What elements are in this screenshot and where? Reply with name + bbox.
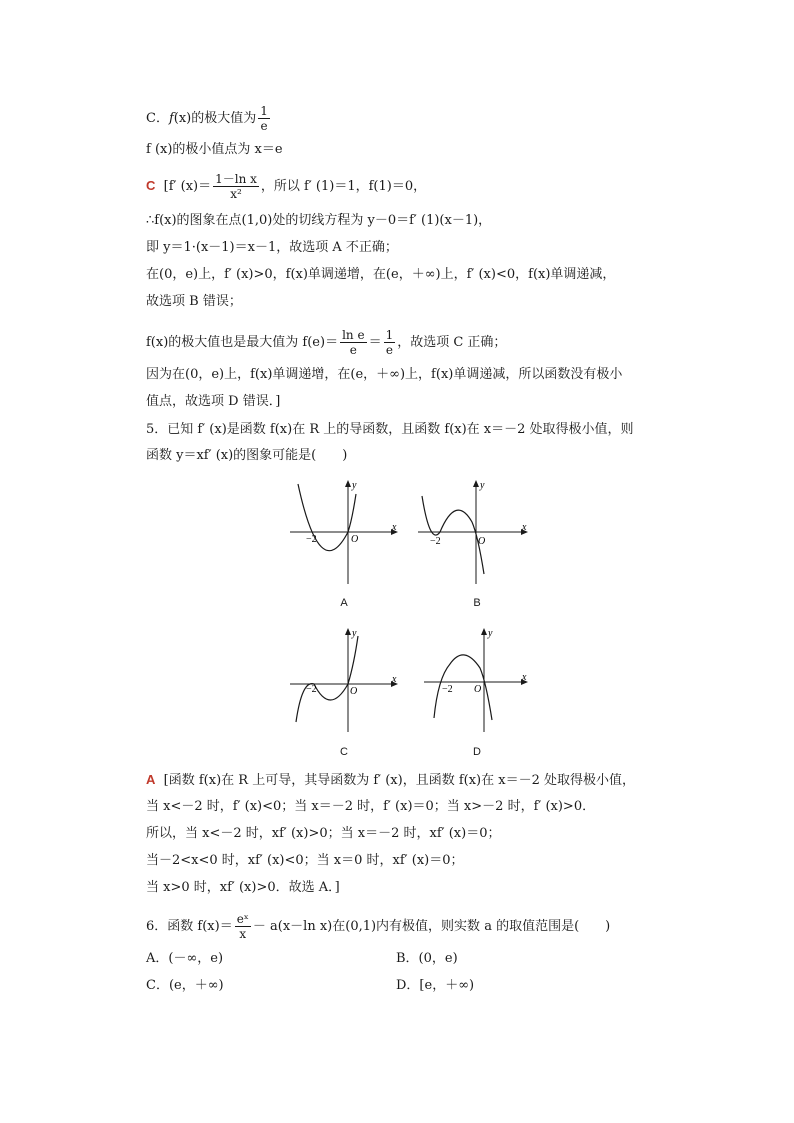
fraction — [235, 912, 251, 941]
fraction — [384, 328, 396, 357]
graph-d-label: D — [473, 746, 481, 758]
option-c-fx: f — [168, 111, 174, 126]
curve — [296, 636, 358, 722]
y-label: y — [352, 628, 357, 639]
y-label: y — [488, 628, 493, 639]
fraction-den: e — [385, 343, 393, 357]
curve — [422, 496, 484, 574]
graph-d — [424, 624, 536, 736]
answer4-line2: ∴f(x)的图象在点(1,0)处的切线方程为 y－0＝f′ (1)(x－1)， — [146, 213, 492, 228]
answer5-line5: 当 x>0 时，xf′ (x)>0．故选 A．] — [146, 880, 340, 895]
option-d: f (x)的极小值点为 x＝e — [146, 142, 283, 157]
q6-option-b: B．(0，e) — [396, 951, 458, 966]
answer4-text: ＝ — [368, 335, 382, 350]
q6-text: － a(x－ln x)在(0,1)内有极值，则实数 a 的取值范围是( ) — [252, 919, 611, 934]
y-axis-arrow — [473, 480, 479, 487]
fraction-den: e — [349, 343, 357, 357]
answer4-line8: 值点，故选项 D 错误．] — [146, 394, 281, 409]
answer-letter: C — [146, 178, 156, 193]
y-axis-arrow — [345, 628, 351, 635]
q6-option-a: A．(－∞，e) — [146, 951, 224, 966]
answer4-line3: 即 y＝1·(x－1)＝x－1，故选项 A 不正确； — [146, 240, 398, 255]
fraction — [340, 328, 366, 357]
answer5-text: [函数 f(x)在 R 上可导，其导函数为 f′ (x)，且函数 f(x)在 x＝－2 处取得极小值， — [163, 773, 635, 788]
graph-c-label: C — [340, 746, 348, 758]
fraction-den: x — [239, 927, 247, 941]
neg2-label: −2 — [306, 684, 317, 695]
answer5-line1 — [146, 770, 635, 791]
origin-label: O — [350, 686, 358, 697]
y-axis-arrow — [345, 480, 351, 487]
answer5-line2: 当 x<－2 时，f′ (x)<0；当 x＝－2 时，f′ (x)＝0；当 x>－2 时，f′ (x)>0． — [146, 799, 596, 814]
fraction-num: 1 — [260, 104, 268, 118]
q6-stem — [146, 912, 610, 941]
answer4-text: f(x)的极大值也是最大值为 f(e)＝ — [146, 335, 339, 350]
fraction-num: ln e — [342, 328, 365, 342]
fraction — [213, 172, 259, 201]
answer4-text: ，所以 f′ (1)＝1，f(1)＝0， — [260, 179, 427, 194]
q6-option-d: D．[e，＋∞) — [396, 978, 475, 993]
answer-letter: A — [146, 772, 156, 787]
answer4-line7: 因为在(0，e)上，f(x)单调递增，在(e，＋∞)上，f(x)单调递减，所以函数没有极小 — [146, 367, 623, 382]
x-label: x — [522, 522, 527, 533]
graph-b-label: B — [473, 597, 481, 609]
x-label: x — [392, 522, 397, 533]
origin-label: O — [351, 534, 359, 545]
answer5-line4: 当－2<x<0 时，xf′ (x)<0；当 x＝0 时，xf′ (x)＝0； — [146, 853, 464, 868]
graph-a — [290, 476, 400, 588]
answer4-text: ，故选项 C 正确； — [397, 335, 507, 350]
option-c-text: (x)的极大值为 — [173, 111, 257, 126]
graph-a-label: A — [340, 597, 348, 609]
q6-option-c: C．(e，＋∞) — [146, 978, 224, 993]
fraction-den: e — [260, 119, 268, 133]
x-label: x — [392, 674, 397, 685]
graph-b — [418, 476, 530, 588]
fraction — [258, 104, 270, 133]
origin-label: O — [478, 536, 486, 547]
answer4-text: [f′ (x)＝ — [163, 179, 212, 194]
y-label: y — [480, 480, 485, 491]
fraction-den: x² — [230, 187, 242, 201]
y-axis-arrow — [481, 628, 487, 635]
fraction-num: eˣ — [236, 912, 249, 926]
neg2-label: −2 — [430, 536, 441, 547]
answer4-line1 — [146, 172, 426, 201]
answer4-line5: 故选项 B 错误； — [146, 294, 242, 309]
origin-label: O — [474, 684, 482, 695]
fraction-num: 1－ln x — [215, 172, 257, 186]
answer4-line6 — [146, 328, 506, 357]
graph-c — [290, 624, 400, 736]
option-c — [146, 104, 272, 133]
answer5-line3: 所以，当 x<－2 时，xf′ (x)>0；当 x＝－2 时，xf′ (x)＝0； — [146, 826, 501, 841]
y-label: y — [352, 480, 357, 491]
x-label: x — [522, 672, 527, 683]
neg2-label: −2 — [306, 534, 317, 545]
answer4-line4: 在(0，e)上，f′ (x)>0，f(x)单调递增，在(e，＋∞)上，f′ (x)<0，f(x)单调递减， — [146, 267, 616, 282]
neg2-label: −2 — [442, 684, 453, 695]
q5-line2: 函数 y＝xf′ (x)的图象可能是( ) — [146, 448, 348, 463]
q6-text: 6．函数 f(x)＝ — [146, 919, 233, 934]
q5-line1: 5．已知 f′ (x)是函数 f(x)在 R 上的导函数，且函数 f(x)在 x＝－2 处取得极小值，则 — [146, 422, 634, 437]
fraction-num: 1 — [385, 328, 394, 342]
option-c-prefix: C． — [146, 111, 169, 126]
